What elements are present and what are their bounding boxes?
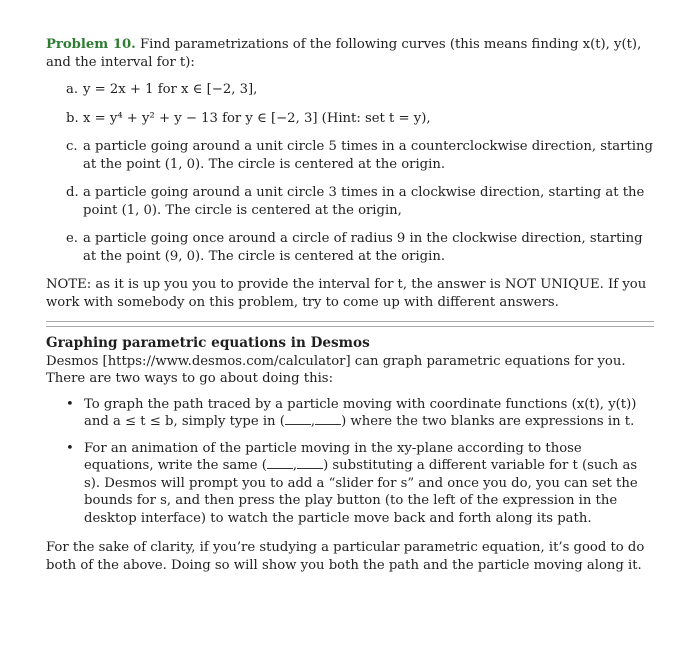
blank-line bbox=[285, 413, 311, 425]
blank-separator: , bbox=[310, 414, 316, 429]
blank-line bbox=[267, 457, 293, 469]
part-item bbox=[66, 138, 654, 173]
section-intro bbox=[46, 353, 654, 388]
problem-label: Problem 10. bbox=[46, 37, 136, 52]
part-letter: b. bbox=[66, 110, 79, 126]
section-divider bbox=[46, 321, 654, 327]
bullet-text bbox=[84, 440, 654, 528]
part-item bbox=[66, 110, 654, 128]
part-text: a particle going around a unit circle 5 times in a counterclockwise direction, starting at the point (1, 0). The circle is centered at the origin. bbox=[83, 139, 653, 172]
part-letter: c. bbox=[66, 139, 78, 154]
part-item bbox=[66, 230, 654, 265]
bullet-dot-icon: • bbox=[66, 396, 74, 412]
bullet-dot-icon: • bbox=[66, 440, 74, 456]
part-item bbox=[66, 184, 654, 219]
blank-separator: , bbox=[292, 458, 298, 473]
note-paragraph: NOTE: as it is up you you to provide the interval for t, the answer is NOT UNIQUE. If you work with somebody on this problem, try to come up with different answers. bbox=[46, 277, 647, 310]
parts-list bbox=[66, 81, 654, 265]
bullet-text bbox=[84, 396, 654, 431]
bullet-list bbox=[66, 396, 654, 528]
part-text: a particle going around a unit circle 3 times in a clockwise direction, starting at the point (1, 0). The circle is centered at the origin, bbox=[83, 185, 645, 218]
bullet-text-end: ) where the two blanks are expressions in t. bbox=[341, 414, 635, 429]
section-title: Graphing parametric equations in Desmos bbox=[46, 335, 370, 351]
problem-intro bbox=[46, 36, 654, 71]
part-text: y = 2x + 1 for x ∈ [−2, 3], bbox=[83, 82, 258, 97]
bullet-text-start: For an animation of the particle moving in the xy-plane according to those equations, write the same ( bbox=[84, 440, 582, 473]
part-letter: a. bbox=[66, 82, 79, 97]
bullet-item bbox=[66, 396, 654, 431]
part-item bbox=[66, 81, 654, 99]
part-letter: e. bbox=[66, 231, 78, 246]
part-text: x = y⁴ + y² + y − 13 for y ∈ [−2, 3] (Hint: set t = y), bbox=[83, 110, 431, 126]
bullet-text-end: ) substituting a different variable for t (such as s). Desmos will prompt you to add a “slider for s” and once you do, you can set the bounds for s, and then press the play button (to the left of the expression in the desktop interface) to watch the particle move back and forth along its path. bbox=[84, 458, 638, 526]
closing-paragraph: For the sake of clarity, if you’re studying a particular parametric equation, it’s good to do both of the above. Doing so will show you both the path and the particle moving along it. bbox=[46, 540, 645, 573]
part-letter: d. bbox=[66, 185, 79, 200]
blank-line bbox=[315, 413, 341, 425]
section-intro-text: Desmos [https://www.desmos.com/calculator] can graph parametric equations for you. There are two ways to go about doing this: bbox=[46, 353, 626, 386]
bullet-text-start: To graph the path traced by a particle moving with coordinate functions (x(t), y(t)) and a ≤ t ≤ b, simply type in ( bbox=[84, 396, 637, 429]
blank-line bbox=[297, 457, 323, 469]
problem-intro-text: Find parametrizations of the following curves (this means finding x(t), y(t), and the interval for t): bbox=[46, 37, 642, 70]
bullet-item bbox=[66, 440, 654, 528]
part-text: a particle going once around a circle of radius 9 in the clockwise direction, starting at the point (9, 0). The circle is centered at the origin. bbox=[83, 231, 643, 264]
